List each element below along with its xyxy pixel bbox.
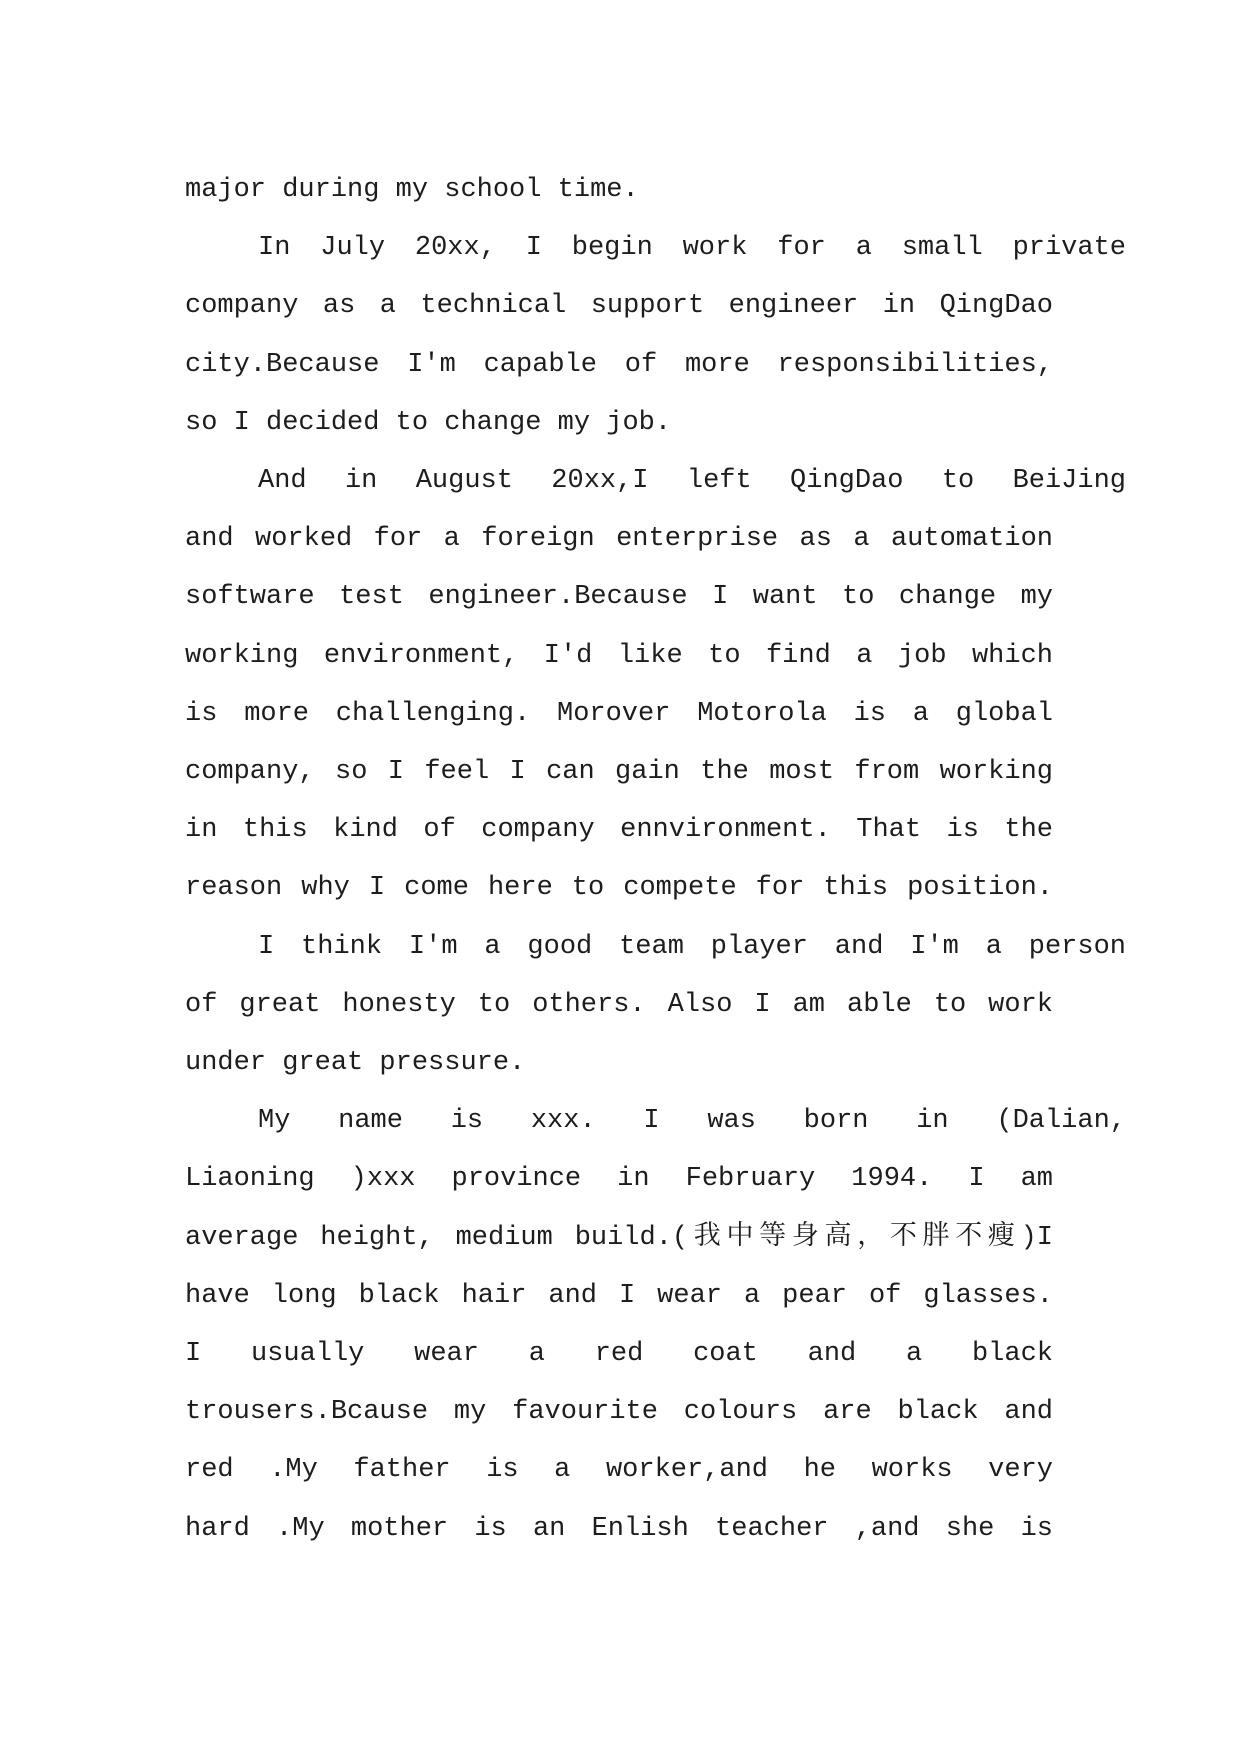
text-line: under great pressure. bbox=[185, 1048, 526, 1079]
paragraph-team-player bbox=[185, 918, 1126, 1093]
text-line: I usually wear a red coat and a black bbox=[185, 1339, 1053, 1370]
text-line: I think I'm a good team player and I'm a person bbox=[258, 931, 1126, 962]
text-line: of great honesty to others. Also I am able to work bbox=[185, 989, 1053, 1020]
text-line: so I decided to change my job. bbox=[185, 407, 672, 438]
text-line: reason why I come here to compete for this position. bbox=[185, 873, 1053, 904]
text-line: average height, medium build.(我中等身高，不胖不瘦)I bbox=[185, 1222, 1053, 1253]
text-line: trousers.Bcause my favourite colours are black and bbox=[185, 1397, 1053, 1428]
paragraph-qingdao-job bbox=[185, 219, 1126, 452]
text-line: And in August 20xx,I left QingDao to BeiJing bbox=[258, 466, 1126, 497]
text-line: in this kind of company ennvironment. That is the bbox=[185, 815, 1053, 846]
text-line: is more challenging. Morover Motorola is a global bbox=[185, 698, 1053, 729]
text-line: software test engineer.Because I want to change my bbox=[185, 582, 1053, 613]
text-line: have long black hair and I wear a pear of glasses. bbox=[185, 1280, 1053, 1311]
text-line: city.Because I'm capable of more responsibilities, bbox=[185, 349, 1053, 380]
paragraph-personal-intro bbox=[185, 1092, 1126, 1558]
text-line: red .My father is a worker,and he works very bbox=[185, 1455, 1053, 1486]
paragraph-continuation bbox=[185, 161, 1053, 219]
text-line: company as a technical support engineer in QingDao bbox=[185, 291, 1053, 322]
text-line: In July 20xx, I begin work for a small private bbox=[258, 233, 1126, 264]
text-line: working environment, I'd like to find a job which bbox=[185, 640, 1053, 671]
text-line: and worked for a foreign enterprise as a automation bbox=[185, 524, 1053, 555]
text-line: hard .My mother is an Enlish teacher ,and she is bbox=[185, 1513, 1053, 1544]
document-text bbox=[185, 161, 1126, 1558]
paragraph-beijing-job bbox=[185, 452, 1126, 918]
text-line: company, so I feel I can gain the most from working bbox=[185, 757, 1053, 788]
text-line: Liaoning )xxx province in February 1994. I am bbox=[185, 1164, 1053, 1195]
text-line: My name is xxx. I was born in (Dalian, bbox=[258, 1106, 1126, 1137]
text-line: major during my school time. bbox=[185, 175, 639, 205]
